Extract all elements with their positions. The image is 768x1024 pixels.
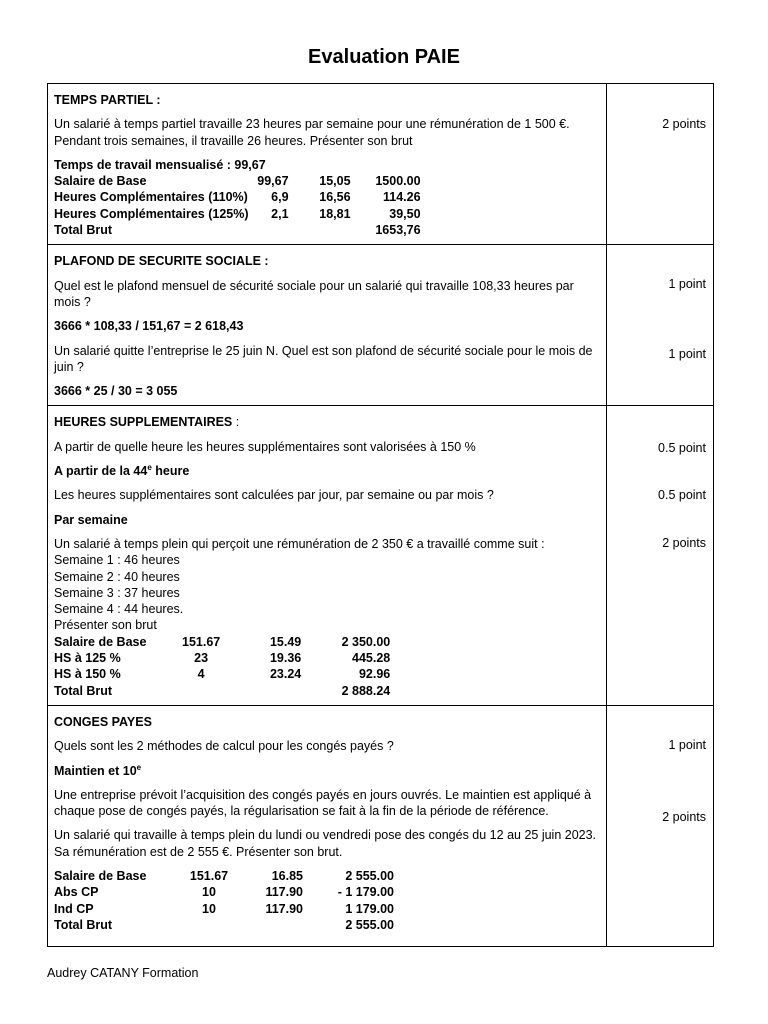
calc-table [54, 868, 394, 933]
points-label: 0.5 point [658, 488, 706, 503]
calc-row: Salaire de Base 99,67 15,05 1500.00 [54, 174, 421, 189]
section-plafond [48, 245, 714, 406]
answer-text: 3666 * 25 / 30 = 3 055 [54, 384, 178, 399]
calc-row: Abs CP 10 117.90 - 1 179.00 [54, 885, 394, 900]
calc-table [54, 634, 390, 699]
question-text: Présenter son brut [54, 618, 157, 633]
calc-row: Salaire de Base 151.67 15.49 2 350.00 [54, 634, 391, 649]
evaluation-table [47, 83, 714, 947]
question-text: Un salarié qui travaille à temps plein du lundi ou vendredi pose des congés du 12 au 25 juin 2023. Sa rémunération est de 2 555 €. Présenter son brut. [54, 828, 597, 859]
points-label: 1 point [668, 347, 706, 362]
answer-text: A partir de la 44e heure [54, 462, 190, 479]
question-text: Une entreprise prévoit l’acquisition des congés payés en jours ouvrés. Le maintien est appliqué à chaque pose de congés payés, la régularisation se fait à la fin de la période de référence. [54, 787, 592, 819]
week-line: Semaine 4 : 44 heures. [54, 602, 184, 617]
section-heading: HEURES SUPPLEMENTAIRES : [54, 415, 240, 430]
question-text: Un salarié quitte l’entreprise le 25 juin N. Quel est son plafond de sécurité sociale pour le mois de juin ? [54, 343, 593, 374]
calc-row: HS à 150 % 4 23.24 92.96 [54, 667, 391, 682]
week-line: Semaine 2 : 40 heures [54, 569, 180, 584]
section-heading: CONGES PAYES [54, 714, 152, 729]
calc-table [54, 173, 421, 238]
calc-row: Total Brut 1653,76 [54, 223, 421, 238]
calc-row: Total Brut 2 555.00 [54, 917, 394, 932]
answer-text: Maintien et 10e [54, 762, 142, 778]
page-title: Evaluation PAIE [308, 46, 460, 68]
section-temps-partiel [48, 84, 714, 245]
points-label: 1 point [668, 277, 706, 292]
points-label: 2 points [662, 809, 706, 824]
question-text: Un salarié à temps plein qui perçoit une rémunération de 2 350 € a travaillé comme suit : [54, 536, 545, 551]
question-text: Quels sont les 2 méthodes de calcul pour les congés payés ? [54, 739, 394, 754]
section-heures-sup [48, 406, 714, 705]
calc-row: Heures Complémentaires (110%) 6,9 16,56 114.26 [54, 190, 421, 205]
section-conges [48, 705, 714, 946]
question-text: Un salarié à temps partiel travaille 23 heures par semaine pour une rémunération de 1 500 €. Pendant trois semaines, il travaille 26 heures. Présenter son brut [54, 117, 570, 148]
points-label: 1 point [668, 737, 706, 752]
week-line: Semaine 3 : 37 heures [54, 585, 180, 600]
calc-row: Heures Complémentaires (125%) 2,1 18,81 39,50 [54, 206, 421, 221]
points-label: 0.5 point [658, 441, 706, 456]
answer-text: 3666 * 108,33 / 151,67 = 2 618,43 [54, 319, 244, 334]
answer-text: Par semaine [54, 512, 128, 527]
section-heading: TEMPS PARTIEL : [54, 93, 161, 107]
calc-row: HS à 125 % 23 19.36 445.28 [54, 651, 391, 666]
calc-row: Salaire de Base 151.67 16.85 2 555.00 [54, 868, 394, 883]
section-heading: PLAFOND DE SECURITE SOCIALE : [54, 254, 269, 269]
week-line: Semaine 1 : 46 heures [54, 553, 180, 568]
footer-text: Audrey CATANY Formation [47, 966, 199, 980]
calc-row: Ind CP 10 117.90 1 179.00 [54, 901, 394, 916]
points-label: 2 points [662, 117, 706, 131]
answer-text: Temps de travail mensualisé : 99,67 [54, 157, 266, 172]
calc-row: Total Brut 2 888.24 [54, 683, 391, 698]
question-text: Les heures supplémentaires sont calculées par jour, par semaine ou par mois ? [54, 488, 494, 503]
question-text: A partir de quelle heure les heures supplémentaires sont valorisées à 150 % [54, 439, 476, 454]
points-label: 2 points [662, 536, 706, 551]
question-text: Quel est le plafond mensuel de sécurité sociale pour un salarié qui travaille 108,33 heures par mois ? [54, 278, 574, 309]
